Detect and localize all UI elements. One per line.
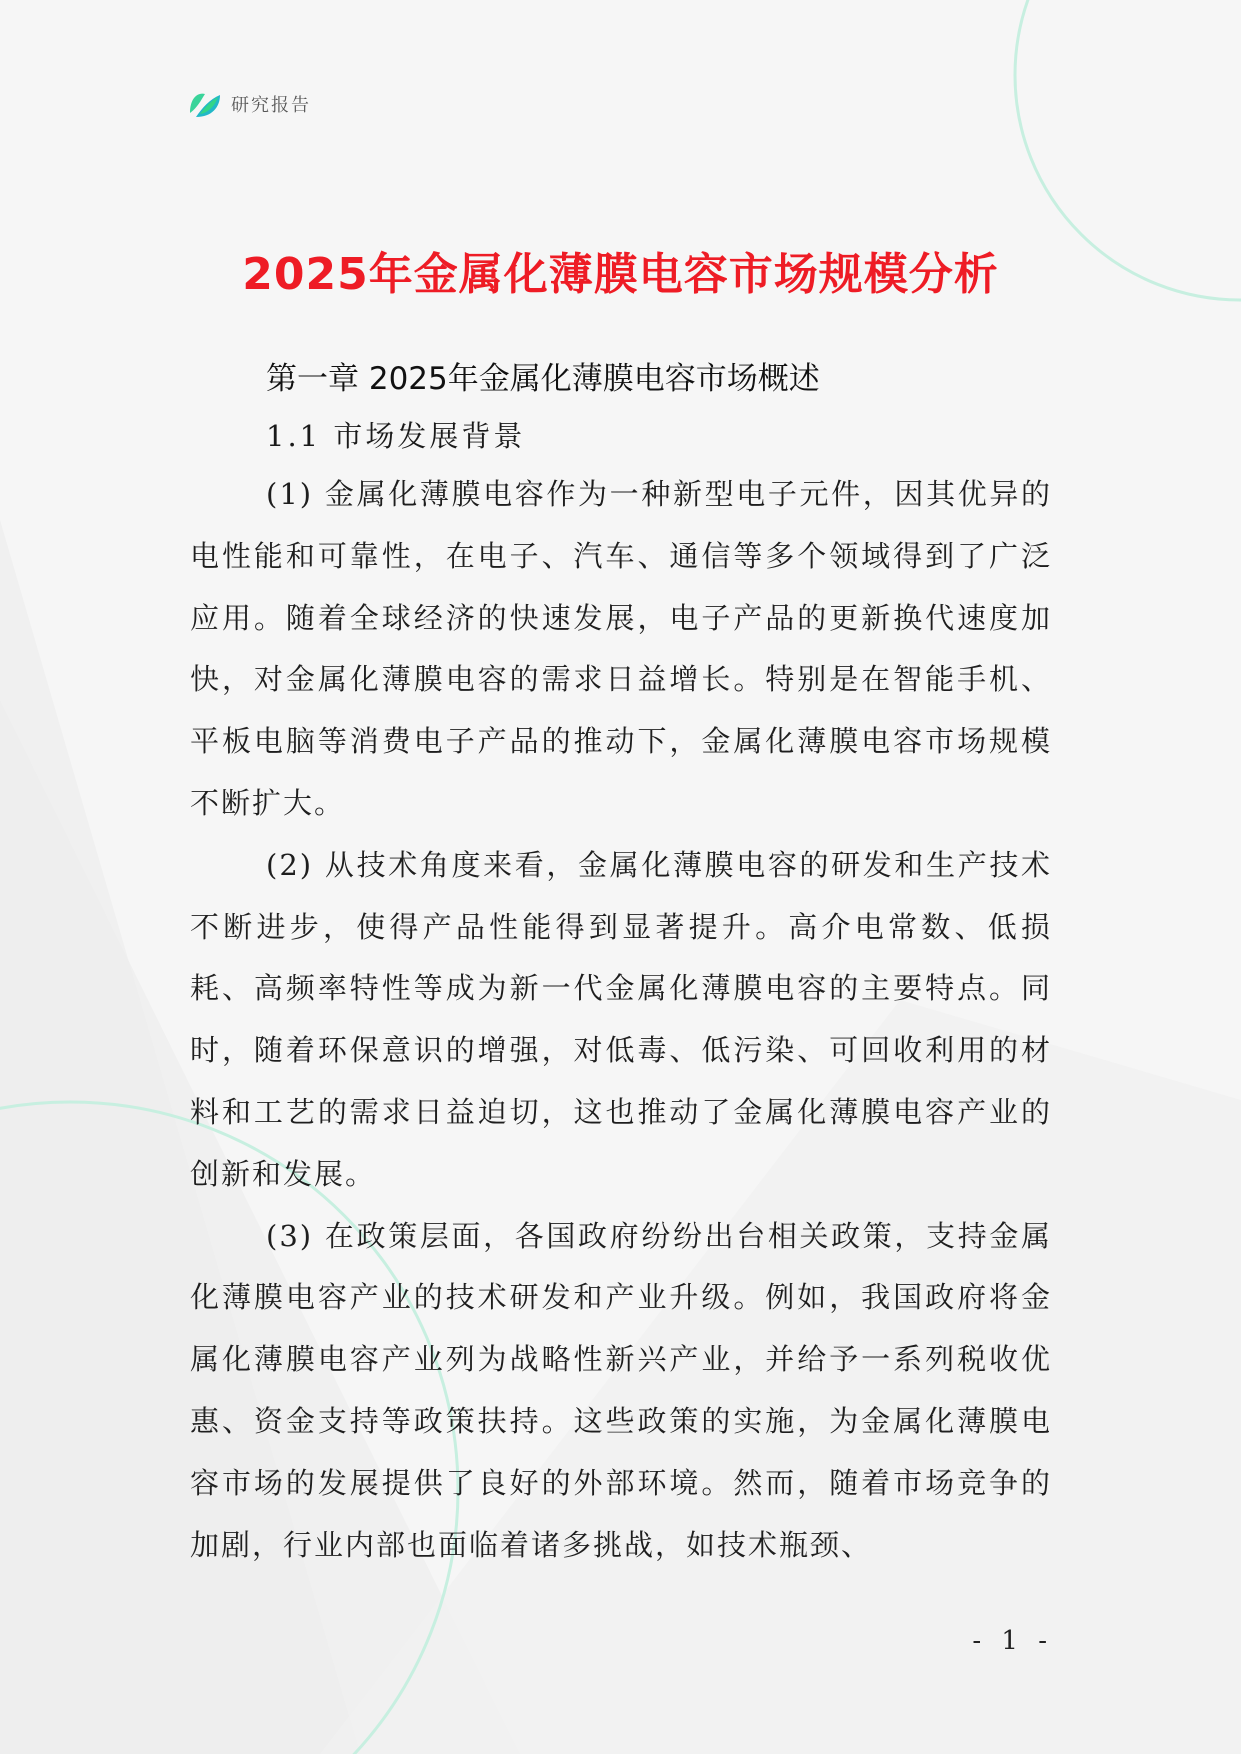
paragraph-3: (3) 在政策层面，各国政府纷纷出台相关政策，支持金属化薄膜电容产业的技术研发和产业升级。例如，我国政府将金属化薄膜电容产业列为战略性新兴产业，并给予一系列税收优惠、资金支持等政策扶持。这些政策的实施，为金属化薄膜电容市场的发展提供了良好的外部环境。然而，随着市场竞争的加剧，行业内部也面临着诸多挑战，如技术瓶颈、: [190, 1218, 1052, 1562]
section-heading: 1.1 市场发展背景: [266, 419, 526, 453]
logo-leaf-icon: [187, 87, 223, 121]
header-label: 研究报告: [231, 95, 311, 116]
report-header: [187, 86, 311, 122]
paragraph-2: (2) 从技术角度来看，金属化薄膜电容的研发和生产技术不断进步，使得产品性能得到显著提升。高介电常数、低损耗、高频率特性等成为新一代金属化薄膜电容的主要特点。同时，随着环保意识的增强，对低毒、低污染、可回收利用的材料和工艺的需求日益迫切，这也推动了金属化薄膜电容产业的创新和发展。: [190, 847, 1052, 1191]
chapter-heading: 第一章 2025年金属化薄膜电容市场概述: [266, 361, 820, 397]
paragraph-1: (1) 金属化薄膜电容作为一种新型电子元件，因其优异的电性能和可靠性，在电子、汽车、通信等多个领域得到了广泛应用。随着全球经济的快速发展，电子产品的更新换代速度加快，对金属化薄膜电容的需求日益增长。特别是在智能手机、平板电脑等消费电子产品的推动下，金属化薄膜电容市场规模不断扩大。: [190, 477, 1052, 820]
document-title: 2025年金属化薄膜电容市场规模分析: [242, 249, 999, 301]
document-body: [190, 350, 1052, 1576]
page-number: - 1 -: [972, 1626, 1053, 1656]
